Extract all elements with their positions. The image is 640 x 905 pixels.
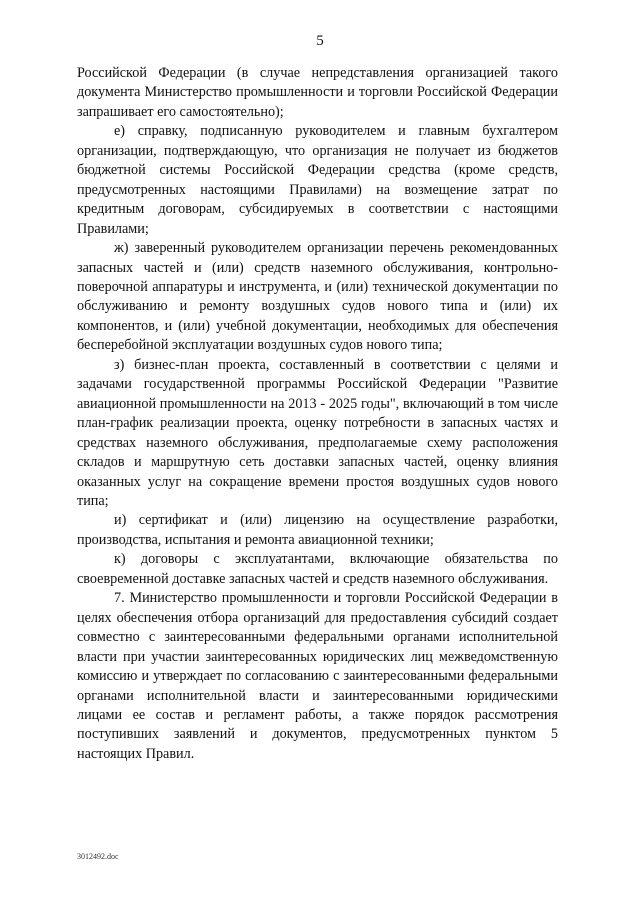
paragraph-item-e: е) справку, подписанную руководителем и главным бухгалтером организации, подтверждающую, что организация не получает из бюджетов бюджетной системы Российской Федерации средства (кроме средств, предусмотренных настоящими Правилами) на возмещение затрат по кредитным договорам, субсидируемых в соответствии с настоящими Правилами; bbox=[77, 123, 558, 237]
paragraph-item-z: з) бизнес-план проекта, составленный в соответствии с целями и задачами государственной программы Российской Федерации "Развитие авиационной промышленности на 2013 - 2025 годы", включающий в том числе план-график реализации проекта, оценку потребности в запасных частях и средствах наземного обслуживания, предполагаемые схему расположения складов и маршрутную сеть доставки запасных частей, оценку влияния оказанных услуг на сокращение времени простоя воздушных судов нового типа; bbox=[77, 356, 558, 509]
paragraph-continuation: Российской Федерации (в случае непредставления организацией такого документа Министерство промышленности и торговли Российской Федерации запрашивает его самостоятельно); bbox=[77, 65, 558, 120]
paragraph-clause-7: 7. Министерство промышленности и торговли Российской Федерации в целях обеспечения отбора организаций для предоставления субсидий создает совместно с заинтересованными федеральными органами исполнительной власти при участии заинтересованных юридических лиц межведомственную комиссию и утверждает по согласованию с заинтересованными федеральными органами исполнительной власти и заинтересованными юридическими лицами ее состав и регламент работы, а также порядок рассмотрения поступивших заявлений и документов, предусмотренных пунктом 5 настоящих Правил. bbox=[77, 590, 558, 762]
paragraph-item-zh: ж) заверенный руководителем организации перечень рекомендованных запасных частей и (или) средств наземного обслуживания, контрольно-поверочной аппаратуры и инструмента, и (или) технической документации по обслуживанию и ремонту воздушных судов нового типа и (или) их компонентов, и (или) учебной документации, необходимых для обеспечения бесперебойной эксплуатации воздушных судов нового типа; bbox=[77, 240, 558, 354]
paragraph-item-i: и) сертификат и (или) лицензию на осуществление разработки, производства, испытания и ремонта авиационной техники; bbox=[77, 512, 558, 548]
document-body bbox=[77, 64, 558, 764]
file-name-footer: 3012492.doc bbox=[77, 852, 119, 861]
page-number: 5 bbox=[316, 33, 324, 49]
paragraph-item-k: к) договоры с эксплуатантами, включающие обязательства по своевременной доставке запасных частей и средств наземного обслуживания. bbox=[77, 551, 558, 587]
